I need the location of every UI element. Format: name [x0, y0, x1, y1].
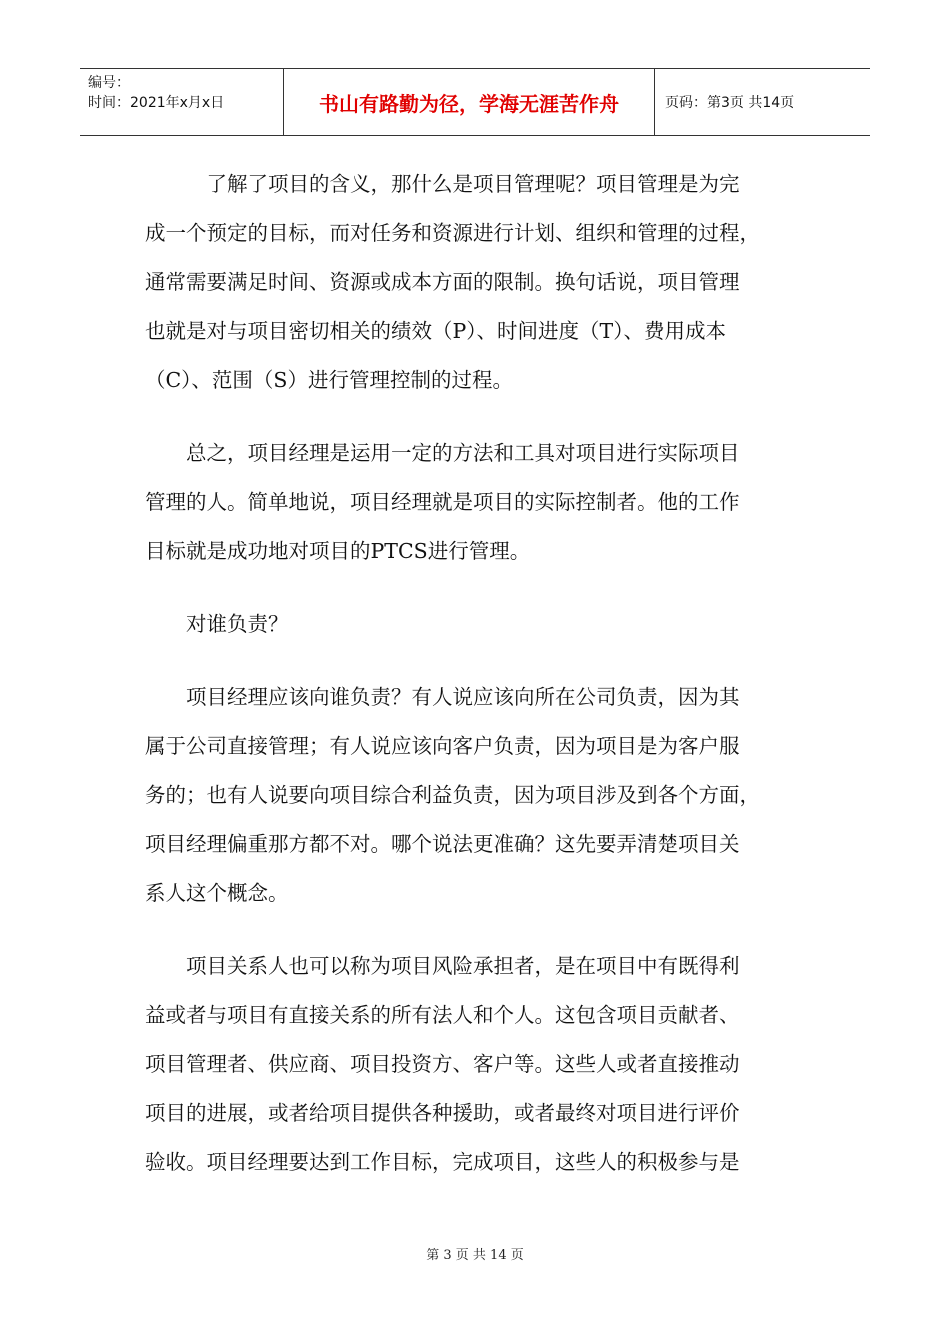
text-line: 项目的进展，或者给项目提供各种援助，或者最终对项目进行评价 [145, 1101, 740, 1125]
text-line: 系人这个概念。 [145, 881, 289, 905]
text-line: 成一个预定的目标，而对任务和资源进行计划、组织和管理的过程， [145, 221, 760, 245]
text-line: （C）、范围（S）进行管理控制的过程。 [145, 368, 513, 392]
text-line: 项目经理偏重那方都不对。哪个说法更准确？这先要弄清楚项目关 [145, 832, 740, 856]
paragraph [145, 160, 805, 405]
paragraph [145, 429, 805, 576]
text-line: 总之，项目经理是运用一定的方法和工具对项目进行实际项目 [145, 441, 740, 465]
section-heading [145, 600, 805, 649]
text-line: 属于公司直接管理；有人说应该向客户负责，因为项目是为客户服 [145, 734, 740, 758]
text-line: 益或者与项目有直接关系的所有法人和个人。这包含项目贡献者、 [145, 1003, 740, 1027]
motto-text: 书山有路勤为径，学海无涯苦作舟 [319, 91, 619, 116]
text-line: 管理的人。简单地说，项目经理就是项目的实际控制者。他的工作 [145, 490, 740, 514]
text-line: 项目关系人也可以称为项目风险承担者，是在项目中有既得利 [145, 954, 740, 978]
page-info-text: 页码：第3页 共14页 [665, 95, 795, 111]
text-line: 通常需要满足时间、资源或成本方面的限制。换句话说，项目管理 [145, 270, 740, 294]
page-footer [0, 1244, 950, 1263]
text-line: 也就是对与项目密切相关的绩效（P）、时间进度（T）、费用成本 [145, 319, 726, 343]
text-line: 项目经理应该向谁负责？有人说应该向所在公司负责，因为其 [145, 685, 740, 709]
text-line: 项目管理者、供应商、项目投资方、客户等。这些人或者直接推动 [145, 1052, 740, 1076]
document-header [80, 68, 870, 136]
page-info-cell [655, 69, 870, 135]
text-line: 务的；也有人说要向项目综合利益负责，因为项目涉及到各个方面， [145, 783, 760, 807]
text-line: 验收。项目经理要达到工作目标，完成项目，这些人的积极参与是 [145, 1150, 740, 1174]
document-body [145, 160, 805, 1211]
text-line: 了解了项目的含义，那什么是项目管理呢？项目管理是为完 [145, 172, 740, 196]
footer-page-number: 第 3 页 共 14 页 [426, 1248, 524, 1263]
motto-cell [283, 69, 655, 135]
text-line: 对谁负责？ [145, 612, 289, 636]
header-meta-cell [80, 69, 283, 135]
text-line: 目标就是成功地对项目的PTCS进行管理。 [145, 539, 531, 563]
number-label: 编号： [88, 75, 130, 91]
paragraph [145, 673, 805, 918]
time-label: 时间：2021年x月x日 [88, 95, 225, 111]
paragraph [145, 942, 805, 1187]
